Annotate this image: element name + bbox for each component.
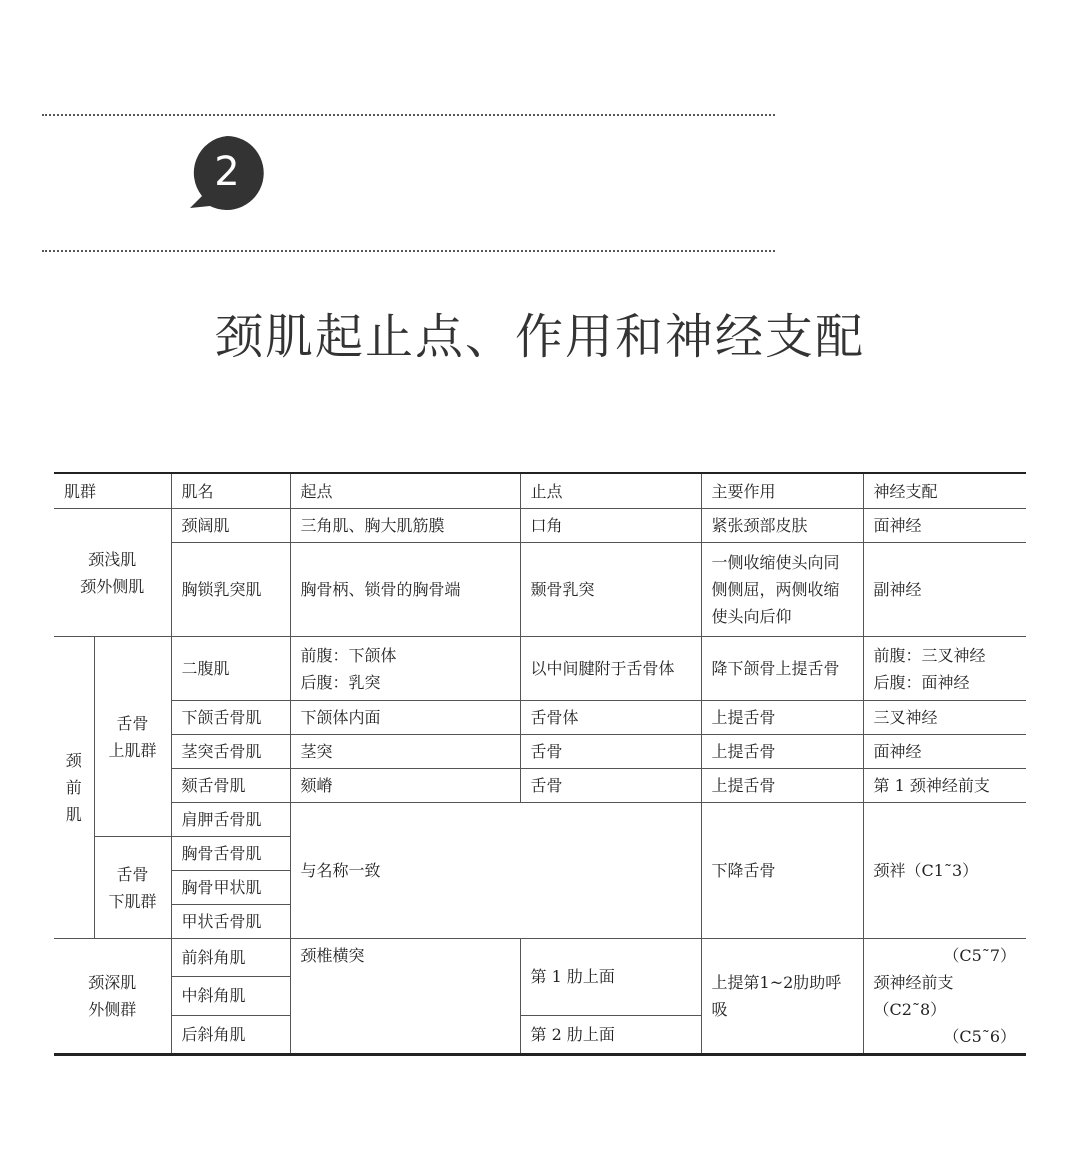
- insertion-cell: 第 1 肋上面: [520, 939, 701, 1016]
- section-number-badge: [190, 136, 264, 210]
- table-row: [54, 939, 1026, 977]
- origin-cell: 三角肌、胸大肌筋膜: [290, 509, 520, 543]
- action-cell: 下降舌骨: [701, 803, 863, 939]
- muscle-name: 下颌舌骨肌: [171, 701, 290, 735]
- muscle-name: 颏舌骨肌: [171, 769, 290, 803]
- insertion-cell: 以中间腱附于舌骨体: [520, 637, 701, 701]
- table-row: [54, 543, 1026, 637]
- group-anterior: 颈 前 肌: [54, 637, 94, 939]
- table-row: [54, 701, 1026, 735]
- table-header-row: [54, 473, 1026, 509]
- origin-cell: 下颌体内面: [290, 701, 520, 735]
- insertion-cell: 第 2 肋上面: [520, 1015, 701, 1054]
- action-cell: 上提舌骨: [701, 735, 863, 769]
- muscle-name: 颈阔肌: [171, 509, 290, 543]
- origin-cell: 颈椎横突: [290, 939, 520, 1055]
- muscle-name: 中斜角肌: [171, 977, 290, 1015]
- origin-cell: 胸骨柄、锁骨的胸骨端: [290, 543, 520, 637]
- header-origin: 起点: [290, 473, 520, 509]
- nerve-cell: 第 1 颈神经前支: [863, 769, 1026, 803]
- insertion-cell: 舌骨体: [520, 701, 701, 735]
- insertion-cell: 舌骨: [520, 735, 701, 769]
- table-row: [54, 509, 1026, 543]
- nerve-cell: 颈袢（C1˜3）: [863, 803, 1026, 939]
- insertion-cell: 颞骨乳突: [520, 543, 701, 637]
- action-cell: 上提舌骨: [701, 769, 863, 803]
- header-insertion: 止点: [520, 473, 701, 509]
- muscle-name: 茎突舌骨肌: [171, 735, 290, 769]
- group-superficial: 颈浅肌 颈外侧肌: [54, 509, 171, 637]
- page-title: 颈肌起止点、作用和神经支配: [214, 309, 865, 365]
- action-cell: 一侧收缩使头向同侧侧屈，两侧收缩使头向后仰: [701, 543, 863, 637]
- muscle-name: 二腹肌: [171, 637, 290, 701]
- muscle-name: 前斜角肌: [171, 939, 290, 977]
- header-name: 肌名: [171, 473, 290, 509]
- nerve-cell: 三叉神经: [863, 701, 1026, 735]
- subgroup-infrahyoid: 舌骨 下肌群: [94, 837, 171, 939]
- neck-muscle-table: [54, 472, 1026, 1056]
- origin-cell: 颏嵴: [290, 769, 520, 803]
- group-deep: 颈深肌 外侧群: [54, 939, 171, 1055]
- nerve-cell: 副神经: [863, 543, 1026, 637]
- table-row: [54, 637, 1026, 701]
- action-cell: 降下颌骨上提舌骨: [701, 637, 863, 701]
- header-group: 肌群: [54, 473, 171, 509]
- insertion-cell: 口角: [520, 509, 701, 543]
- nerve-cell: 前腹：三叉神经 后腹：面神经: [863, 637, 1026, 701]
- action-cell: 上提第1~2肋助呼吸: [701, 939, 863, 1055]
- origin-insertion-cell: 与名称一致: [290, 803, 701, 939]
- nerve-cell: （C5˜7） 颈神经前支（C2˜8） （C5˜6）: [863, 939, 1026, 1055]
- nerve-cell: 面神经: [863, 735, 1026, 769]
- action-cell: 紧张颈部皮肤: [701, 509, 863, 543]
- nerve-cell: 面神经: [863, 509, 1026, 543]
- muscle-name: 肩胛舌骨肌: [171, 803, 290, 837]
- action-cell: 上提舌骨: [701, 701, 863, 735]
- origin-cell: 茎突: [290, 735, 520, 769]
- table-row: [54, 735, 1026, 769]
- origin-cell: 前腹：下颌体 后腹：乳突: [290, 637, 520, 701]
- muscle-name: 胸骨舌骨肌: [171, 837, 290, 871]
- muscle-name: 甲状舌骨肌: [171, 905, 290, 939]
- section-number: 2: [214, 149, 240, 195]
- muscle-name: 胸骨甲状肌: [171, 871, 290, 905]
- table-row: [54, 803, 1026, 837]
- table-row: [54, 769, 1026, 803]
- insertion-cell: 舌骨: [520, 769, 701, 803]
- bottom-dotted-divider: [42, 250, 775, 252]
- header-nerve: 神经支配: [863, 473, 1026, 509]
- muscle-name: 胸锁乳突肌: [171, 543, 290, 637]
- top-dotted-divider: [42, 114, 775, 116]
- muscle-name: 后斜角肌: [171, 1015, 290, 1054]
- subgroup-suprahyoid: 舌骨 上肌群: [94, 637, 171, 837]
- header-action: 主要作用: [701, 473, 863, 509]
